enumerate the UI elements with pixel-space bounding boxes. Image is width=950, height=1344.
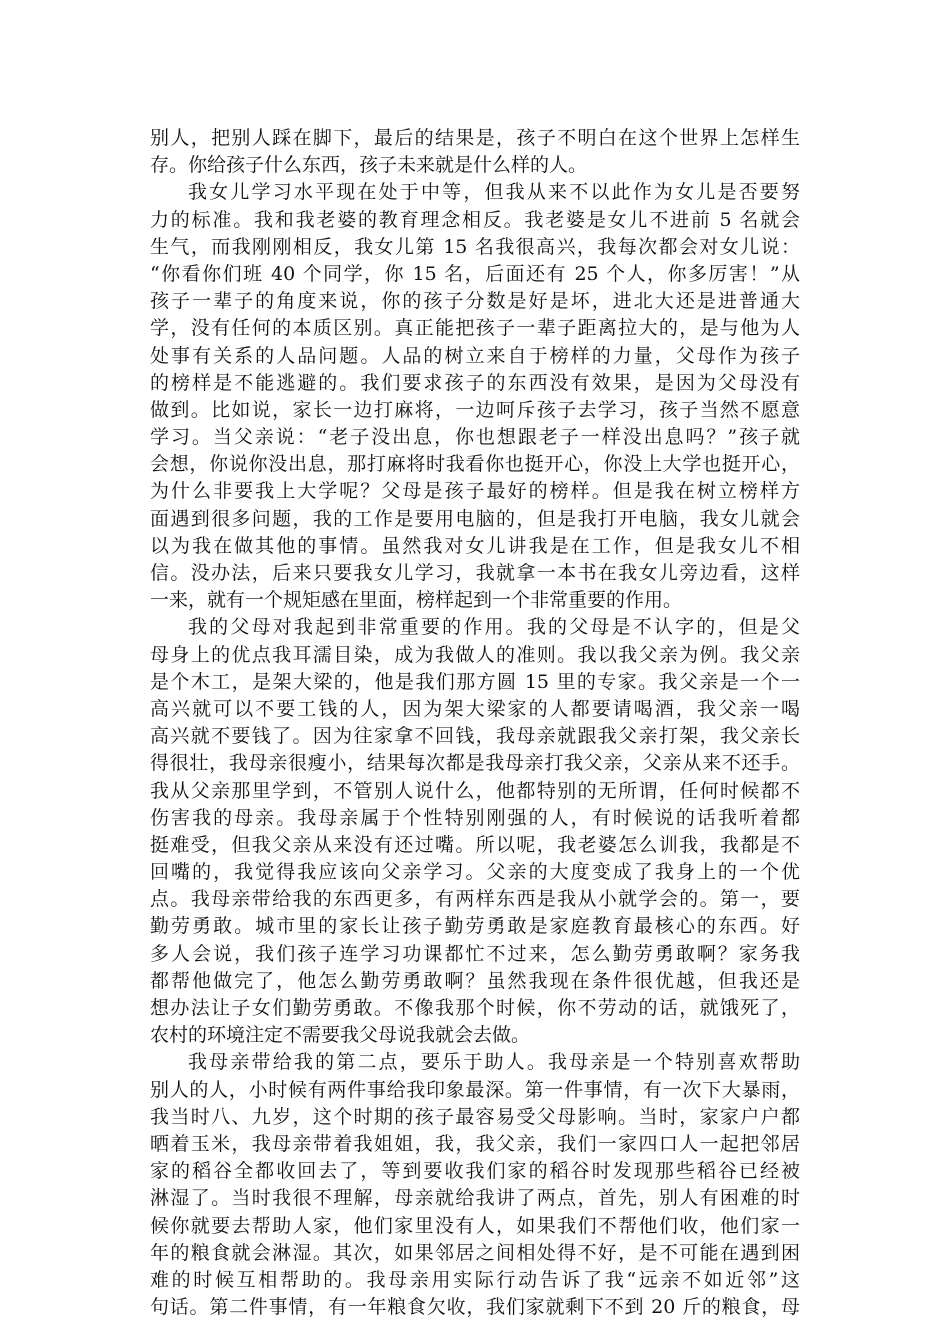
text-line: 生气，而我刚刚相反，我女儿第 15 名我很高兴，我每次都会对女儿说： (150, 235, 800, 258)
text-line: 面遇到很多问题，我的工作是要用电脑的，但是我打开电脑，我女儿就会 (150, 507, 800, 530)
text-line: 晒着玉米，我母亲带着我姐姐，我，我父亲，我们一家四口人一起把邻居 (150, 1132, 800, 1155)
text-line: 勤劳勇敢。城市里的家长让孩子勤劳勇敢是家庭教育最核心的东西。好 (150, 915, 800, 938)
text-line: 一来，就有一个规矩感在里面，榜样起到一个非常重要的作用。 (150, 589, 683, 612)
text-line: 得很壮，我母亲很瘦小，结果每次都是我母亲打我父亲，父亲从来不还手。 (150, 752, 800, 775)
text-line: 力的标准。我和我老婆的教育理念相反。我老婆是女儿不进前 5 名就会 (150, 208, 800, 231)
text-line: 淋湿了。当时我很不理解，母亲就给我讲了两点，首先，别人有困难的时 (150, 1187, 800, 1210)
text-line: 的榜样是不能逃避的。我们要求孩子的东西没有效果，是因为父母没有 (150, 371, 800, 394)
text-line: 点。我母亲带给我的东西更多，有两样东西是我从小就学会的。第一，要 (150, 888, 800, 911)
paragraph-first-line: 我的父母对我起到非常重要的作用。我的父母是不认字的，但是父 (188, 616, 800, 639)
text-line: 高兴就不要钱了。因为往家拿不回钱，我母亲就跟我父亲打架，我父亲长 (150, 725, 800, 748)
text-line: 别人，把别人踩在脚下，最后的结果是，孩子不明白在这个世界上怎样生 (150, 127, 800, 149)
text-line: 会想，你说你没出息，那打麻将时我看你也挺开心，你没上大学也挺开心， (150, 453, 800, 476)
text-line: 处事有关系的人品问题。人品的树立来自于榜样的力量，父母作为孩子 (150, 344, 800, 367)
text-line: 家的稻谷全都收回去了，等到要收我们家的稻谷时发现那些稻谷已经被 (150, 1160, 800, 1183)
paragraph-first-line: 我女儿学习水平现在处于中等，但我从来不以此作为女儿是否要努 (188, 181, 800, 204)
text-line: 别人的人，小时候有两件事给我印象最深。第一件事情，有一次下大暴雨， (150, 1078, 800, 1101)
text-line: 想办法让子女们勤劳勇敢。不像我那个时候，你不劳动的话，就饿死了， (150, 997, 800, 1019)
text-line: 信。没办法，后来只要我女儿学习，我就拿一本书在我女儿旁边看，这样 (150, 562, 800, 584)
text-line: 挺难受，但我父亲从来没有还过嘴。所以呢，我老婆怎么训我，我都是不 (150, 833, 800, 856)
text-line: 母身上的优点我耳濡目染，成为我做人的准则。我以我父亲为例。我父亲 (150, 643, 800, 666)
text-line: 难的时候互相帮助的。我母亲用实际行动告诉了我“远亲不如近邻”这 (150, 1268, 800, 1291)
text-line: 孩子一辈子的角度来说，你的孩子分数是好是坏，进北大还是进普通大 (150, 290, 800, 313)
text-line: 高兴就可以不要工钱的人，因为架大梁家的人都要请喝酒，我父亲一喝 (150, 697, 800, 720)
text-line: 是个木工，是架大梁的，他是我们那方圆 15 里的专家。我父亲是一个一 (150, 670, 800, 693)
text-line: 回嘴的，我觉得我应该向父亲学习。父亲的大度变成了我身上的一个优 (150, 861, 800, 884)
text-line: 学，没有任何的本质区别。真正能把孩子一辈子距离拉大的，是与他为人 (150, 317, 800, 340)
text-line: 都帮他做完了，他怎么勤劳勇敢啊？虽然我现在条件很优越，但我还是 (150, 969, 800, 992)
text-line: 我从父亲那里学到，不管别人说什么，他都特别的无所谓，任何时候都不 (150, 779, 800, 802)
text-line: 存。你给孩子什么东西，孩子未来就是什么样的人。 (150, 154, 588, 177)
text-line: 候你就要去帮助人家，他们家里没有人，如果我们不帮他们收，他们家一 (150, 1214, 800, 1237)
text-line: 农村的环境注定不需要我父母说我就会去做。 (150, 1024, 531, 1047)
text-line: 句话。第二件事情，有一年粮食欠收，我们家就剩下不到 20 斤的粮食，母 (150, 1296, 800, 1319)
text-line: 多人会说，我们孩子连学习功课都忙不过来，怎么勤劳勇敢啊？家务我 (150, 942, 800, 965)
text-line: 以为我在做其他的事情。虽然我对女儿讲我是在工作，但是我女儿不相 (150, 534, 800, 557)
text-line: 为什么非要我上大学呢？父母是孩子最好的榜样。但是我在树立榜样方 (150, 480, 800, 503)
text-line: 学习。当父亲说：“老子没出息，你也想跟老子一样没出息吗？”孩子就 (150, 426, 800, 449)
text-line: 年的粮食就会淋湿。其次，如果邻居之间相处得不好，是不可能在遇到困 (150, 1241, 800, 1264)
text-line: “你看你们班 40 个同学，你 15 名，后面还有 25 个人，你多厉害！”从 (150, 262, 800, 285)
text-line: 我当时八、九岁，这个时期的孩子最容易受父母影响。当时，家家户户都 (150, 1105, 800, 1128)
text-line: 做到。比如说，家长一边打麻将，一边呵斥孩子去学习，孩子当然不愿意 (150, 398, 800, 421)
paragraph-first-line: 我母亲带给我的第二点，要乐于助人。我母亲是一个特别喜欢帮助 (188, 1051, 800, 1074)
document-page (150, 125, 800, 1321)
text-line: 伤害我的母亲。我母亲属于个性特别刚强的人，有时候说的话我听着都 (150, 806, 800, 829)
